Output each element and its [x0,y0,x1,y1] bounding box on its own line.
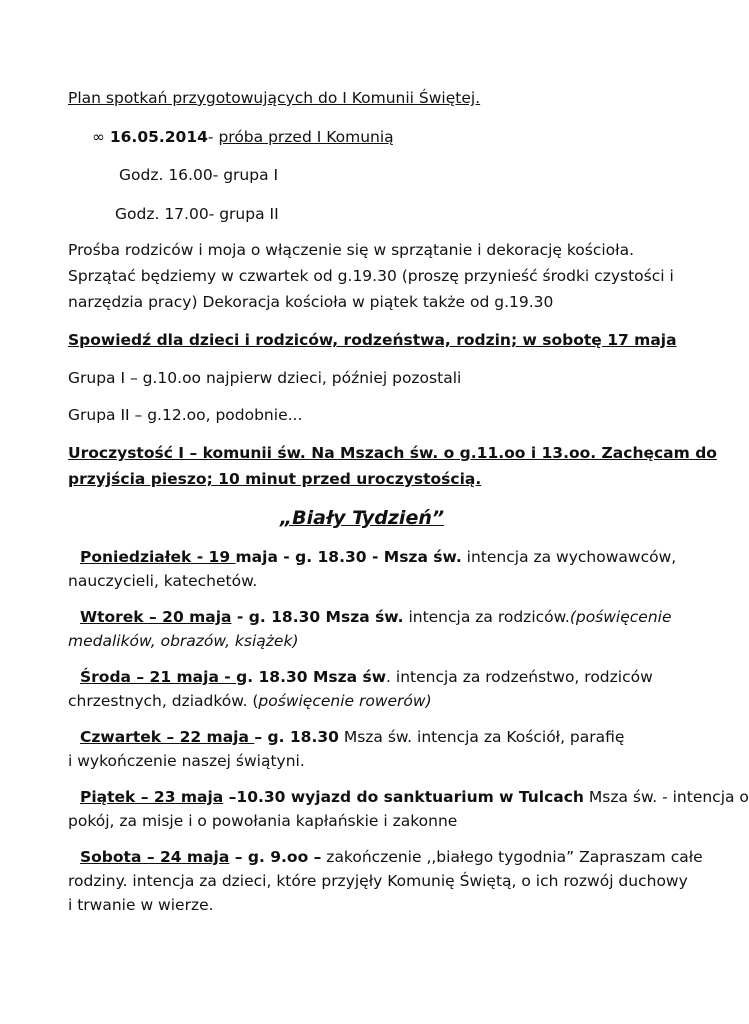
day-friday [80,787,749,807]
day-monday [80,547,676,567]
rehearsal-line [92,127,394,147]
day-friday-line-2: pokój, za misje i o powołania kapłańskie i zakonne [68,812,458,830]
day-saturday-line-3: i trwanie w wierze. [68,896,214,914]
request-line-3: narzędzia pracy) Dekoracja kościoła w piątek także od g.19.30 [68,293,554,311]
day-intention: . intencja za rodzeństwo, rodziców [386,668,653,686]
day-intention: intencja za rodziców. [403,608,570,626]
day-label: Środa – 21 maja - [80,668,237,686]
day-label: Sobota – 24 maja [80,848,230,866]
day-intention: Msza św. intencja za Kościół, parafię [338,728,625,746]
rehearsal-group-1: Godz. 16.00- grupa I [119,166,279,184]
day-tuesday [80,607,672,627]
day-thursday [80,727,624,747]
day-time: – g. 18.30 [254,728,339,746]
rehearsal-dash: - [207,128,219,146]
confession-group-1: Grupa I – g.10.oo najpierw dzieci, później pozostali [68,369,462,387]
day-label: Wtorek – 20 maja [80,608,232,626]
request-line-2: Sprzątać będziemy w czwartek od g.19.30 (proszę przynieść środki czystości i [68,267,674,285]
rehearsal-date: 16.05.2014 [109,128,208,146]
rehearsal-label: próba przed I Komunią [218,128,394,146]
white-week-title: „Biały Tydzień” [279,507,445,529]
confession-heading: Spowiedź dla dzieci i rodziców, rodzeństwa, rodzin; w sobotę 17 maja [68,331,677,349]
day-wednesday [80,667,653,687]
document-title: Plan spotkań przygotowujących do I Komunii Świętej. [68,89,481,107]
day-time: g. 18.30 Msza św [236,668,387,686]
day-saturday-line-2: rodziny. intencja za dzieci, które przyjęły Komunię Świętą, o ich rozwój duchowy [68,872,688,890]
infinity-bullet-icon: ∞ [92,128,105,146]
rehearsal-group-2: Godz. 17.00- grupa II [115,205,279,223]
day-thursday-line-2: i wykończenie naszej świątyni. [68,752,305,770]
day-label: Poniedziałek - 19 [80,548,236,566]
day-time: –10.30 wyjazd do sanktuarium w Tulcach [223,788,584,806]
day-label: Piątek – 23 maja [80,788,224,806]
day-label: Czwartek – 22 maja [80,728,255,746]
day-intention-cont: chrzestnych, dziadków. ( [68,692,259,710]
day-tuesday-line-2: medalików, obrazów, książek) [68,632,299,650]
day-time: maja - g. 18.30 - Msza św. [235,548,462,566]
request-line-1: Prośba rodziców i moja o włączenie się w sprzątanie i dekorację kościoła. [68,241,634,259]
day-intention: intencja za wychowawców, [461,548,677,566]
day-intention: zakończenie ,,białego tygodnia” Zapraszam całe [321,848,703,866]
ceremony-line-2: przyjścia pieszo; 10 minut przed uroczystością. [68,470,482,488]
day-note: poświęcenie rowerów) [258,692,432,710]
ceremony-line-1: Uroczystość I – komunii św. Na Mszach św. o g.11.oo i 13.oo. Zachęcam do [68,444,717,462]
day-note: (poświęcenie [569,608,672,626]
day-intention: Msza św. - intencja o [583,788,749,806]
day-time: – g. 9.oo – [229,848,322,866]
day-saturday [80,847,703,867]
day-monday-line-2: nauczycieli, katechetów. [68,572,258,590]
day-wednesday-line-2 [68,691,432,711]
day-time: - g. 18.30 Msza św. [231,608,404,626]
confession-group-2: Grupa II – g.12.oo, podobnie... [68,406,303,424]
